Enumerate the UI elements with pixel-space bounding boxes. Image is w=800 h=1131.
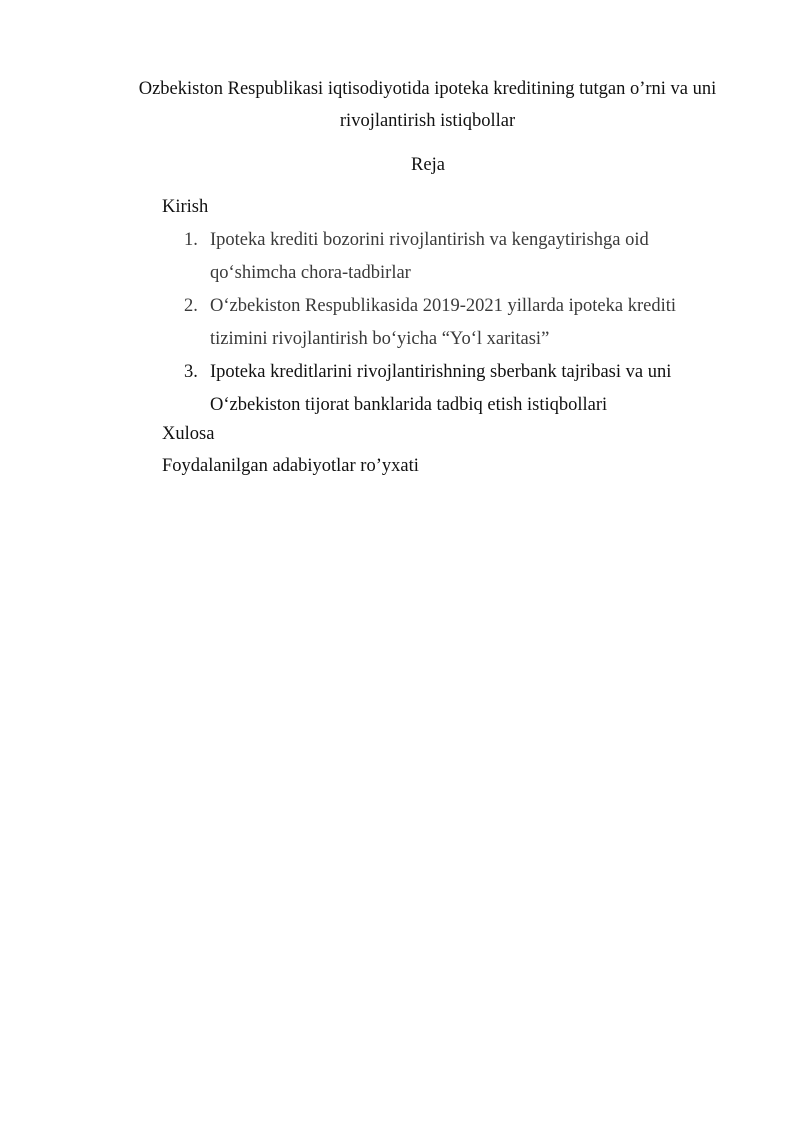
document-title-line-1: Ozbekiston Respublikasi iqtisodiyotida ipoteka kreditining tutgan o’rni va uni — [138, 79, 717, 99]
plan-list — [162, 224, 722, 422]
intro-heading: Kirish — [162, 197, 209, 217]
plan-item-number: 1. — [184, 230, 198, 250]
plan-item-text-line-2: tizimini rivojlantirish bo‘yicha “Yo‘l xaritasi” — [210, 329, 550, 349]
document-title — [120, 73, 735, 137]
plan-item-3 — [162, 356, 722, 422]
plan-item-text-line-1: Ipoteka kreditlarini rivojlantirishning sberbank tajribasi va uni — [210, 362, 672, 382]
references-heading: Foydalanilgan adabiyotlar ro’yxati — [162, 456, 419, 476]
document-title-line-2: rivojlantirish istiqbollar — [339, 111, 516, 131]
plan-item-2 — [162, 290, 722, 356]
plan-item-number: 2. — [184, 296, 198, 316]
plan-item-text-line-1: O‘zbekiston Respublikasida 2019-2021 yillarda ipoteka krediti — [210, 296, 676, 316]
plan-item-text-line-2: qo‘shimcha chora-tadbirlar — [210, 263, 411, 283]
plan-item-1 — [162, 224, 722, 290]
plan-item-number: 3. — [184, 362, 198, 382]
plan-item-text-line-1: Ipoteka krediti bozorini rivojlantirish va kengaytirishga oid — [210, 230, 649, 250]
plan-heading: Reja — [411, 155, 445, 175]
conclusion-heading: Xulosa — [162, 424, 215, 444]
plan-item-text-line-2: O‘zbekiston tijorat banklarida tadbiq etish istiqbollari — [210, 395, 608, 415]
